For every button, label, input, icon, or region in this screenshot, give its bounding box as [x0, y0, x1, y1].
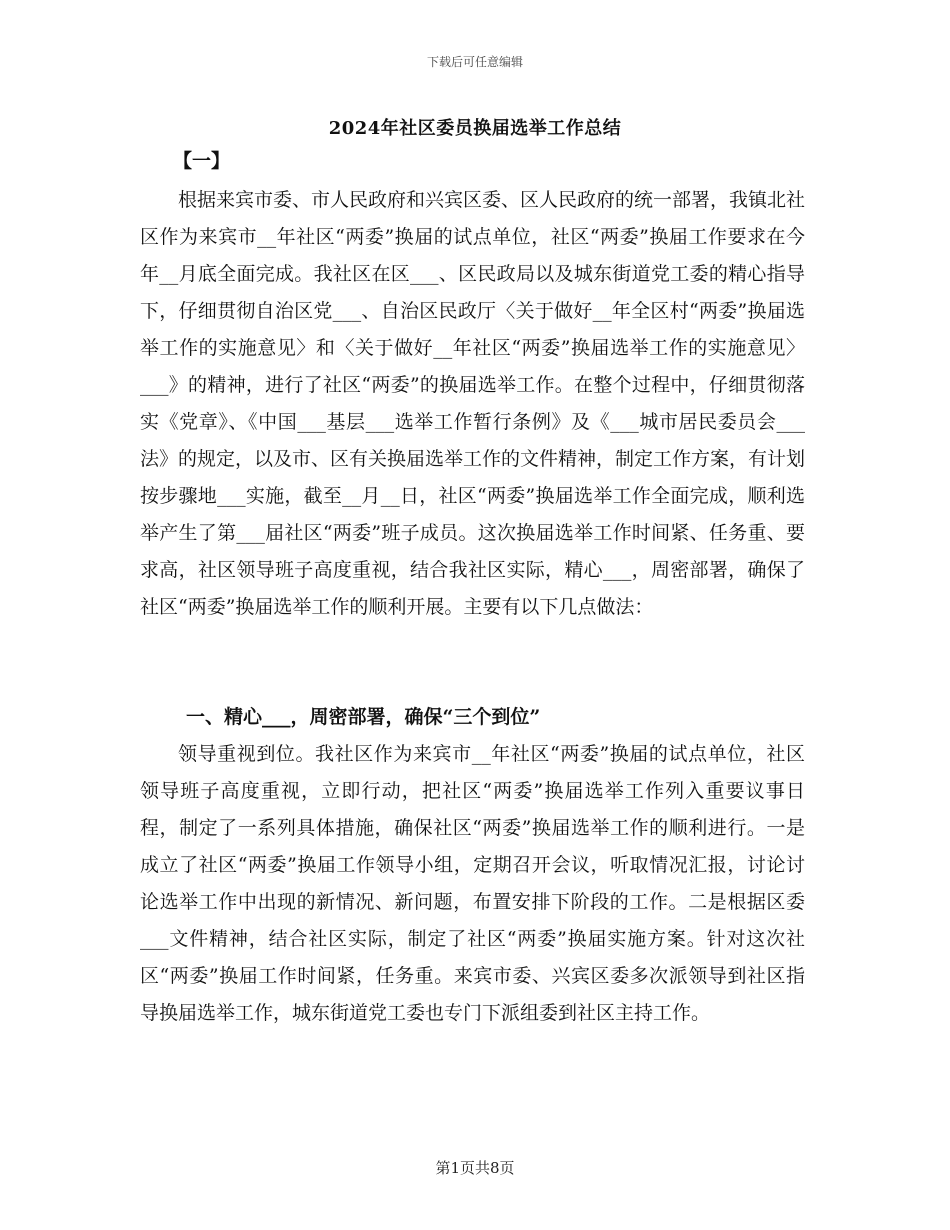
section-1-paragraph: 领导重视到位。我社区作为来宾市__年社区“两委”换届的试点单位，社区领导班子高度重视，立即行动，把社区“两委”换届选举工作列入重要议事日程，制定了一系列具体措施，确保社区“两委”换届选举工作的顺利进行。一是成立了社区“两委”换届工作领导小组，定期召开会议，听取情况汇报，讨论讨论选举工作中出现的新情况、新问题，布置安排下阶段的工作。二是根据区委___文件精神，结合社区实际，制定了社区“两委”换届实施方案。针对这次社区“两委”换届工作时间紧，任务重。来宾市委、兴宾区委多次派领导到社区指导换届选举工作，城东街道党工委也专门下派组委到社区主持工作。 — [140, 743, 805, 1024]
section-heading-1: 一、精心___，周密部署，确保“三个到位” — [186, 706, 541, 728]
intro-paragraph: 根据来宾市委、市人民政府和兴宾区委、区人民政府的统一部署，我镇北社区作为来宾市__年社区“两委”换届的试点单位，社区“两委”换届工作要求在今年__月底全面完成。我社区在区___、区民政局以及城东街道党工委的精心指导下，仔细贯彻自治区党___、自治区民政厅〈关于做好__年全区村“两委”换届选举工作的实施意见〉和〈关于做好__年社区“两委”换届选举工作的实施意见〉___》的精神，进行了社区“两委”的换届选举工作。在整个过程中，仔细贯彻落实《党章》、《中国___基层___选举工作暂行条例》及《___城市居民委员会___法》的规定，以及市、区有关换届选举工作的文件精神，制定工作方案，有计划按步骤地___实施，截至__月__日，社区“两委”换届选举工作全面完成，顺利选举产生了第___届社区“两委”班子成员。这次换届选举工作时间紧、任务重、要求高，社区领导班子高度重视，结合我社区实际，精心___，周密部署，确保了社区“两委”换届选举工作的顺利开展。主要有以下几点做法： — [140, 189, 806, 618]
document-title: 2024年社区委员换届选举工作总结 — [328, 118, 622, 139]
header-note: 下载后可任意编辑 — [426, 55, 523, 69]
page-indicator: 第1页共8页 — [435, 1159, 515, 1177]
section-label: 【一】 — [173, 150, 231, 172]
